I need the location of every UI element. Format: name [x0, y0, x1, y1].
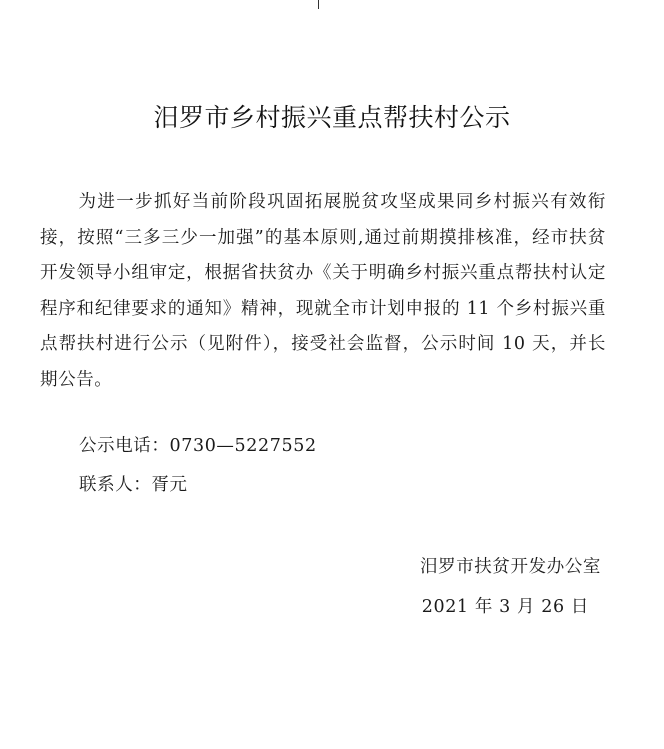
contact-person: 联系人：胥元 — [79, 475, 188, 495]
document-title: 汨罗市乡村振兴重点帮扶村公示 — [153, 103, 511, 132]
page-top-mark — [318, 0, 319, 9]
body-paragraph: 为进一步抓好当前阶段巩固拓展脱贫攻坚成果同乡村振兴有效衔接，按照“三多三少一加强”的基本原则,通过前期摸排核准，经市扶贫开发领导小组审定，根据省扶贫办《关于明确乡村振兴重点帮扶村认定程序和纪律要求的通知》精神，现就全市计划申报的 11 个乡村振兴重点帮扶村进行公示（见附件），接受社会监督，公示时间 10 天，并长期公告。 — [40, 192, 606, 390]
signature-date: 2021 年 3 月 26 日 — [421, 597, 589, 617]
signature-organization: 汨罗市扶贫开发办公室 — [420, 557, 601, 577]
contact-phone: 公示电话：0730—5227552 — [79, 436, 317, 456]
